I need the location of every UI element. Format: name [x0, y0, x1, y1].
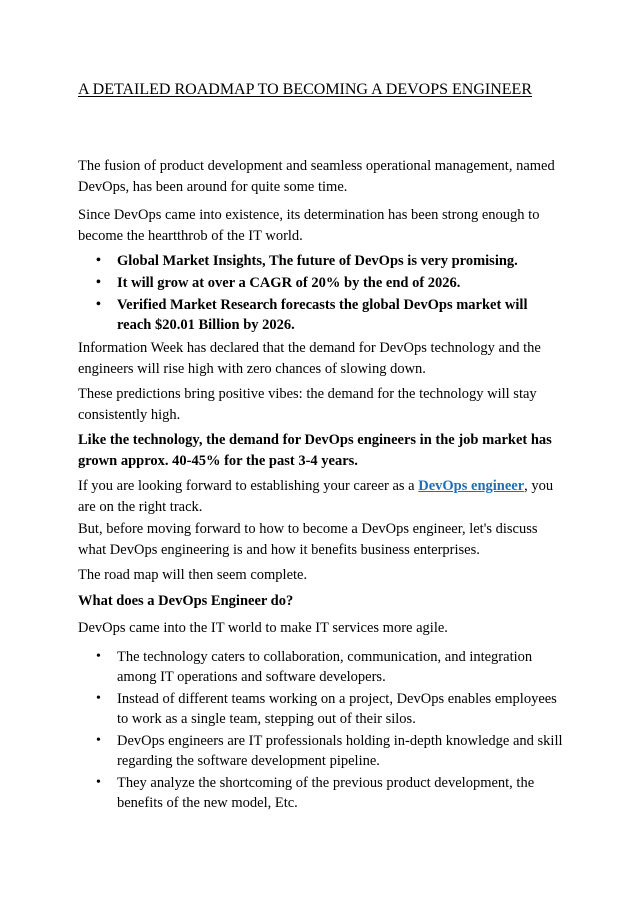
paragraph-agile: DevOps came into the IT world to make IT services more agile. [78, 620, 448, 636]
list-item: • It will grow at over a CAGR of 20% by the end of 2026. [78, 273, 564, 293]
list-item: • They analyze the shortcoming of the previous product development, the benefits of the new model, Etc. [78, 773, 564, 813]
paragraph-job-demand: Like the technology, the demand for DevOps engineers in the job market has grown approx. 40-45% for the past 3-4 years. [78, 432, 552, 469]
paragraph-before-moving: But, before moving forward to how to become a DevOps engineer, let's discuss what DevOps engineering is and how it benefits business enterprises. [78, 521, 538, 558]
list-item: • The technology caters to collaboration, communication, and integration among IT operations and software developers. [78, 647, 564, 687]
list-item: • Global Market Insights, The future of DevOps is very promising. [78, 251, 564, 271]
paragraph-intro: The fusion of product development and seamless operational management, named DevOps, has been around for quite some time. [78, 158, 555, 195]
paragraph-existence: Since DevOps came into existence, its determination has been strong enough to become the heartthrob of the IT world. [78, 207, 540, 244]
paragraph-predictions: These predictions bring positive vibes: the demand for the technology will stay consistently high. [78, 386, 537, 423]
list-item: • DevOps engineers are IT professionals holding in-depth knowledge and skill regarding the software development pipeline. [78, 731, 564, 771]
section-heading-what-does: What does a DevOps Engineer do? [78, 593, 294, 609]
list-item: • Instead of different teams working on a project, DevOps enables employees to work as a single team, stepping out of their silos. [78, 689, 564, 729]
career-text-after: , you are on the right track. [78, 478, 554, 515]
paragraph-roadmap: The road map will then seem complete. [78, 567, 308, 583]
market-bullet-list [78, 251, 564, 337]
paragraph-information-week: Information Week has declared that the demand for DevOps technology and the engineers will rise high with zero chances of slowing down. [78, 340, 541, 377]
list-item: • Verified Market Research forecasts the global DevOps market will reach $20.01 Billion by 2026. [78, 295, 564, 335]
document-title: A DETAILED ROADMAP TO BECOMING A DEVOPS ENGINEER [78, 81, 532, 98]
devops-engineer-link[interactable]: DevOps engineer [418, 478, 525, 494]
paragraph-career [78, 476, 564, 517]
career-text-before: If you are looking forward to establishing your career as a [78, 478, 419, 494]
role-bullet-list [78, 647, 564, 815]
